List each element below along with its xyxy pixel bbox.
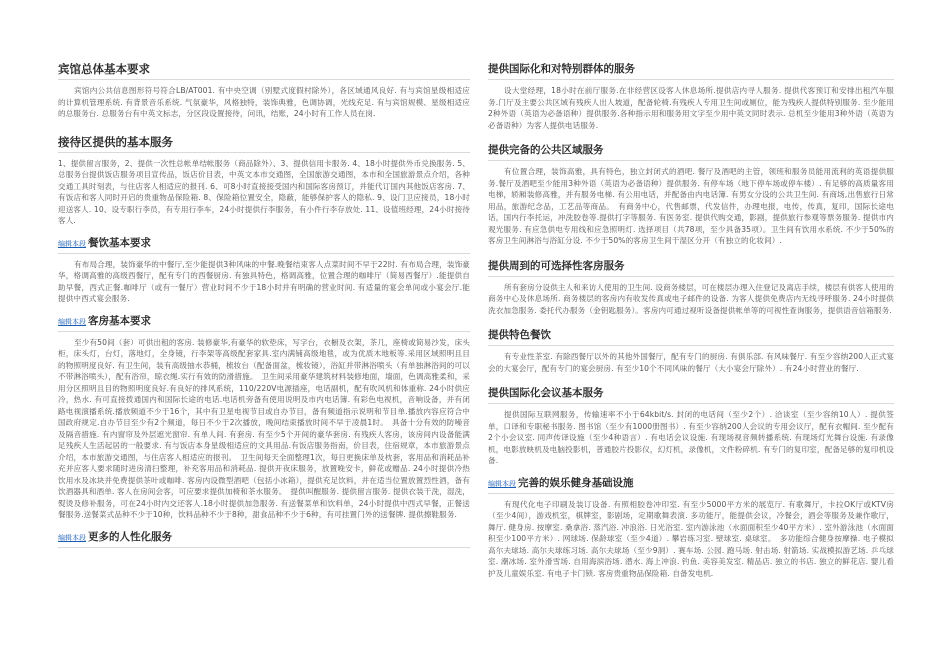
section-title: 接待区提供的基本服务 [58, 135, 470, 153]
section-header [58, 236, 470, 254]
edit-section-link[interactable]: 编辑本段 [58, 317, 86, 326]
section-title: 更多的人性化服务 [88, 530, 172, 543]
section-paragraph: 所有套房分设供主人和来访人使用的卫生间. 设商务楼层，可在楼层办理入住登记及离店手续，楼层有供客人使用的商务中心及休息场所. 商务楼层的客房内有收发传真或电子邮件的设备. 为客人提供免费店内无线寻呼服务. 24小时提供洗衣加急服务. 委托代办服务（金钥匙服务）。客房内可通过视听设备提供帐单等的可视性查询服务，提供语音信箱服务. [488, 282, 894, 315]
edit-section-link[interactable]: 编辑本段 [58, 239, 86, 248]
section-title: 完善的娱乐健身基础设施 [518, 476, 634, 489]
section-title: 提供特色餐饮 [488, 328, 894, 346]
section-title: 提供国际化会议基本服务 [488, 386, 894, 404]
section-paragraph: 有布局合理，装饰豪华的中餐厅,至少能提供3种风味的中餐.晚餐结束客人点菜时间不早于22时. 有布局合理，装饰豪华，格调高雅的高级西餐厅，配有专门的西餐厨房. 有独具特色，格调高雅，位置合理的咖啡厅（简易西餐厅）.能提供自助早餐，西式正餐.咖啡厅（或有一餐厅）营业时间不少于18小时并有明确的营业时间. 有适量的宴会单间或小宴会厅.能提供中西式宴会服务. [58, 259, 470, 303]
section-paragraph: 设大堂经理，18小时在前厅服务.在非经营区设客人休息场所.提供店内寻人服务. 提供代客预订和安排出租汽车服务.门厅及主要公共区域有残疾人出人坡道，配备轮椅.有残疾人专用卫生间或厕位，能为残疾人提供特别服务. 至少能用2种外语（英语为必备语种）提供服务.各种指示用和服务用文字至少用中英文同时表示. 总机至少能用3种外语（英语为必备语种）为客人提供电话服务. [488, 86, 894, 130]
left-column [58, 62, 470, 548]
section-header [58, 530, 470, 548]
section-title: 宾馆总体基本要求 [58, 62, 470, 80]
section-title: 提供周到的可选择性客房服务 [488, 259, 894, 277]
edit-section-link[interactable]: 编辑本段 [488, 479, 516, 488]
right-column [488, 62, 894, 579]
section-header [488, 476, 894, 494]
section-title: 提供国际化和对特别群体的服务 [488, 62, 894, 80]
section-title: 客房基本要求 [88, 314, 151, 327]
section-paragraph: 宾馆内公共信息图形符号符合LB/AT001. 有中央空调（别墅式度假村除外），各区域通风良好. 有与宾馆星级相适应的计算机管理系统. 有背景音乐系统. 气氛豪华，风格独特，装饰典雅，色调协调，光线充足. 有与宾馆规模、星级相适应的总服务台. 总服务台有中英文标志，分区段设置接待，问讯，结账，24小时有工作人员在岗. [58, 86, 470, 118]
section-paragraph: 1、提供留言服务，2、提供一次性总帐单结帐服务（商品除外）、3、提供信用卡服务. 4、18小时提供外币兑换服务. 5、总服务台提供饭店服务项目宣传品，饭店价目表，中英文本市交通图，全国旅游交通图，本市和全国旅游景点介绍，各种交通工具时刻表，与住店客人相适应的报刊. 6、可8小时直接接受国内和国际客房预订，并能代订国内其他饭店客房. 7、有饭店和客人同时开启的贵重物品保险箱. 8、保险箱位置安全，隐蔽，能够保护客人的隐私. 9、设门卫应接员，18小时迎送客人. 10、设专职行李员，有专用行李车，24小时提供行李服务，有小件行李存放处. 11、设值班经理，24小时接待客人. [58, 158, 470, 225]
section-title: 餐饮基本要求 [88, 236, 151, 249]
section-title: 提供完备的公共区域服务 [488, 143, 894, 161]
section-paragraph: 有位置合理，装饰高雅，具有特色，独立封闭式的酒吧. 餐厅及酒吧的主管，领班和服务员能用流利的英语提供服务.餐厅及酒吧至少能用3种外语（英语为必备语种）提供服务. 有停车场（地下停车场或停车楼）. 有足够的高质量客用电梯，轿厢装修高雅，并有服务电梯. 有公用电话，并配备由内电话簿. 有男女分设的公共卫生间. 有商场,出售旅行日常用品，旅游纪念品，工艺品等商品。 有商务中心，代售邮票，代发信件，办理电报，电传，传真，复印，国际长途电话，国内行李托运，冲洗胶卷等.提供打字等服务. 有医务室. 提供代购交通，影剧，提供旅行参观等票务服务. 提供市内观光服务. 有应急供电专用线和应急照明灯. 选择项目（共78项，至少具备35项）。卫生间有饮用水系统. 不少于50%的客房卫生间淋浴与浴缸分设. 不少于50%的客房卫生间干湿区分开（有独立的化妆间）. [488, 167, 894, 245]
section-paragraph: 有专业性茶室. 有除西餐厅以外的其他外国餐厅，配有专门的厨房. 有俱乐部. 有风味餐厅. 有至少容纳200人正式宴会的大宴会厅，配有专门的宴会厨房. 有至少10个不同风味的餐厅（大小宴会厅除外）. 有24小时营业的餐厅. [488, 352, 894, 373]
section-header [58, 314, 470, 332]
section-paragraph: 有现代化电子印刷及装订设备. 有照相胶卷冲印室. 有至少5000平方米的展览厅. 有歌舞厅，卡拉OK厅或KTV房（至少4间），游戏机室，棋牌室，影剧场，定期歌舞表演. 多功能厅，能提供会议，冷餐会，酒会等服务及兼作歌厅，舞厅. 健身房. 按摩室. 桑拿浴. 蒸汽浴. 冲浪浴. 日光浴室. 室内游泳池（水面面积至少40平方米）. 室外游泳池（水面面积至少100平方米）. 网球场. 保龄球室（至少4道）. 攀岩练习室. 壁球室. 桌球室。 多功能综合健身按摩操. 电子模拟高尔夫球场. 高尔夫球练习场. 高尔夫球场（至少9洞）. 赛车场. 公园. 跑马场. 射击场. 射箭场. 实战模拟游艺场. 乒乓球室. 潮冰场. 室外滑雪场. 自用海滨浴场. 潜水. 海上冲浪. 钓鱼. 美容美发室. 精品店. 独立的书店. 独立的鲜花店. 婴儿看护及儿童娱乐室. 有电子卡门锁. 客房贵重物品保险箱. 自备发电机. [488, 499, 894, 578]
section-paragraph: 提供国际互联网服务，传输速率不小于64kbit/s. 封闭的电话间（至少2个）. 洽谈室（至少容纳10人）. 提供签单，口译和专职秘书服务. 图书馆（至少有1000册图书）. 有至少容纳200人会议的专用会议厅，配有衣帽间. 至少配有2个小会议室. 同声传译设施（至少4种语言）. 有电话会议设施. 有现场视音频转播系统. 有现场灯光舞台设施. 有录像机，电影放映机及电脑投影机，普通胶片投影仪，幻灯机，录像机，文件粉碎机. 有专门的复印室，配备足够的复印机设备. [488, 410, 894, 465]
section-paragraph: 至少有50间（套）可供出租的客房. 装修豪华,有豪华的软垫床，写字台，衣橱及衣架，茶几，座椅或简易沙发，床头柜，床头灯，台灯，落地灯，全身镜，行李架等高级配套家具.室内满铺高级地毯，或为优质木地板等.采用区域照明且目的物照明度良好. 有卫生间，装有高级抽水恭桶，梳妆台（配备面盆，梳妆镜），浴缸并带淋浴喷头（有单独淋浴间的可以不带淋浴喷头），配有浴帘，晾衣绳.实行有效的防滑措施。 卫生间采用豪华建筑材料装修地面，墙面，色调高雅柔和，采用分区照明且目的物照明度良好.有良好的排风系统，110/220V电源插座，电话副机，配有吹风机和体重称. 24小时供应冷，热水. 有可直接拨通国内和国际长途的电话.电话机旁备有使用说明及市内电话簿. 有彩色电视机，音响设备，并有闭路电视演播系统.播放频道不少于16个，其中有卫星电视节目或自办节目，备有频道指示说明和节目单.播放内容应符合中国政府规定.自办节目至少有2个频道，每日不少于2次播放，晚间结束播放时间不早于凌晨1时。 具备十分有效的防噪音及隔音措施. 有内窗帘及外层遮光窗帘. 有单人间. 有套房. 有至少5个开间的豪华套房. 有残疾人客房，该房间内设备能满足残疾人生活起居的一般要求. 有与饭店本身星级相适应的文具用品.有饭店服务指南，价目表，住宿规章，本市旅游景点介绍，本市旅游交通图，与住店客人相适应的报刊。 卫生间每天全面整理1次，每日更换床单及枕套，客用品和消耗品补充并应客人要求随时进房清扫整理，补充客用品和消耗品. 提供开夜床服务，放置晚安卡，鲜花或赠品. 24小时提供冷热饮用水及冰块并免费提供茶叶或咖啡. 客房内设微型酒吧（包括小冰箱），提供充足饮料，并在适当位置放置烈性酒，备有饮酒器具和酒单. 客人在房间会客，可应要求提供加椅和茶水服务。 提供叫醒服务. 提供留言服务. 提供衣装干洗，湿洗，熨烫及修补服务，可在24小时内交还客人.18小时提供加急服务. 有送餐菜单和饮料单，24小时提供中西式早餐，正餐送餐服务.送餐菜式品种不少于10种，饮料品种不少于8种，甜食品种不少于6种，有可挂置门外的送餐牌. 提供擦鞋服务. [58, 337, 470, 519]
edit-section-link[interactable]: 编辑本段 [58, 533, 86, 542]
